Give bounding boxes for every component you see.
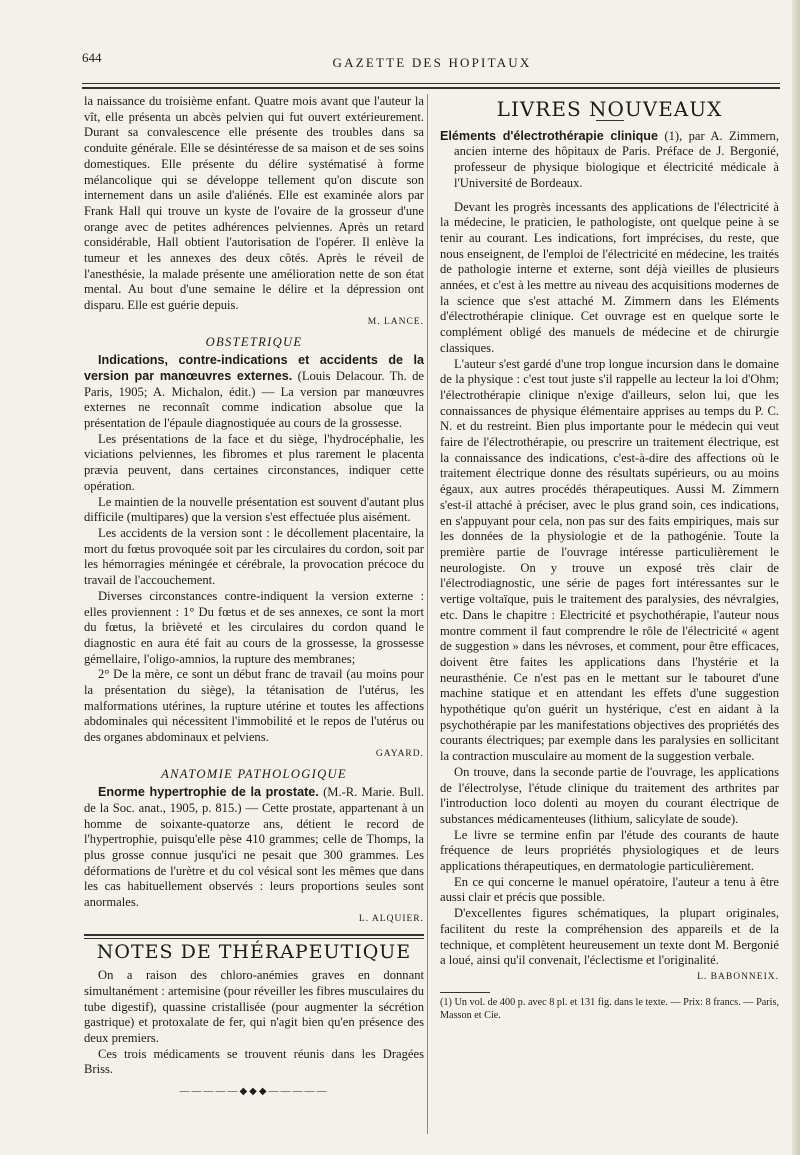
article-title: Enorme hypertrophie de la prostate. [98, 785, 319, 800]
paragraph: Le livre se termine enfin par l'étude des courants de haute fréquence de leurs propriétés physiologiques et de leurs applications thérapeutiques, en dermatologie particulièrement. [440, 827, 779, 874]
notes-heading: NOTES DE THÉRAPEUTIQUE [96, 940, 412, 963]
article-anatomie [84, 785, 424, 911]
paragraph: Les accidents de la version sont : le décollement placentaire, la mort du fœtus provoquée soit par les circulaires du cordon, soit par les hémorragies méningée et cérébrale, la provocation précoce du travail de l'accouchement. [84, 525, 424, 588]
paragraph: On a raison des chloro-anémies graves en donnant simultanément : artemisine (pour réveiller les fibres musculaires du tube digestif), quassine cristallisée (pour augmenter la sécrétion gastrique) et protoxalate de fer, qui n'agit bien qu'en présence des deux premiers. [84, 968, 424, 1046]
book-entry [440, 128, 779, 192]
page-edge-shadow [792, 0, 800, 1155]
livres-heading: LIVRES NOUVEAUX [496, 97, 723, 121]
book-title: Eléments d'électrothérapie clinique [440, 128, 659, 143]
left-column [84, 94, 424, 1100]
article-obstetrique [84, 353, 424, 432]
article-body: (M.-R. Marie. Bull. de la Soc. anat., 1905, p. 815.) — Cette prostate, appartenant à un homme de soixante-quatorze ans, détient le record de l'hypertrophie, puisqu'elle pèse 410 grammes; celle de Thomps, la plus grosse connue jusqu'ici ne pesait que 300 grammes. Les déformations de l'urètre et du col vésical sont les mêmes que dans les cas habituellement observés : leurs proportions seules sont anormales. [84, 785, 424, 910]
footnote: (1) Un vol. de 400 p. avec 8 pl. et 131 fig. dans le texte. — Prix: 8 francs. — Paris, Masson et Cie. [440, 996, 779, 1021]
paragraph: 2° De la mère, ce sont un début franc de travail (au moins pour la présentation du siège), la tétanisation de l'utérus, les malformations utérines, la rupture utérine et toutes les affections abdominales qui nécessitent l'immobilité et le repos de l'utérus ou des organes abdominaux et pelviens. [84, 667, 424, 745]
book-reference: (1), par A. Zimmern, ancien interne des hôpitaux de Paris. Préface de J. Bergonié, professeur de physique biologique et électricité médicale à l'Université de Bordeaux. [454, 128, 779, 190]
paragraph: Le maintien de la nouvelle présentation est souvent d'autant plus difficile (multipares) que la version s'est effectuée plus aisément. [84, 494, 424, 525]
paragraph: Diverses circonstances contre-indiquent la version externe : elles proviennent : 1° Du fœtus et de ses annexes, ce sont la mort du fœtus, la brièveté et les circulaires du cordon quand le diagnostic en aura été fait au cours de la grossesse, la grossesse gémellaire, l'oligo-amnios, la rupture des membranes; [84, 588, 424, 666]
paragraph: Devant les progrès incessants des applications de l'électricité à la médecine, le praticien, le pathologiste, ont quelque peine à se tenir au courant. Les indications, fort imprécises, du reste, que nous enseignent, de l'emploi de l'électricité en médecine, les traités de pathologie interne et externe, sont déjà vieilles de plusieurs années, et c'est à les mettre au niveau des acquisitions modernes de la science que s'est attaché M. Zimmern dans les Eléments d'électrothérapie clinique. Cet ouvrage est en quelque sorte le complément obligé des manuels de médecine et de chirurgie classiques. [440, 199, 779, 355]
article-reference: (Louis Delacour. Th. de Paris, 1905; A. Michalon, édit.) — La version par manœuvres externes ne reconnaît comme indication absolue que la présentation de l'épaule diagnostiquée au cours de la grossesse. [84, 368, 425, 431]
ornament-divider: —————◆◆◆————— [179, 1086, 329, 1098]
footnote-rule [440, 992, 490, 993]
paragraph: L'auteur s'est gardé d'une trop longue incursion dans le domaine de la physique : c'est tout juste s'il rappelle au lecteur la loi d'Ohm; l'électrothérapie clinique n'exige d'ailleurs, selon lui, que les connaissances de physique élémentaire apprises au temps du P. C. N. et du restreint. Bien plus importante pour le médecin qui veut faire de l'électrothérapie, ou prescrire un traitement électrique, est la connaissance des indications, c'est-à-dire des affections où le traitement électrique donne des résultats supérieurs, ou au moins égaux, aux autres procédés thérapeutiques. Aussi M. Zimmern s'est-il attaché à préciser, avec le plus grand soin, ces indications, en s'appuyant pour cela, non pas sur des faits empiriques, mais sur les données de la physiologie et de la pathogénie. Toute la première partie de l'ouvrage intéresse particulièrement le neurologiste. On y trouve un exposé très clair de l'électrodiagnostic, une série de pages fort intéressantes sur le vertige voltaïque, puis le traitement des paralysies, des névralgies, etc. Dans le chapitre : Electricité et psychothérapie, l'auteur nous montre comment il faut comprendre le rôle de l'électricité « agent de suggestion » dans les névroses, et comment, pour être efficaces, doivent être faites les applications dans l'hystérie et la neurasthénie. Ce n'est pas en le mettant sur le tabouret d'une machine statique et en attendant les effets d'une suggestion hypothétique qu'on guérit un hystérique, c'est en aidant à la psychothérapie par les manifestations objectives des propriétés des courants électriques; par exemple dans les paralysies en sollicitant la contraction musculaire au moment de la suggestion verbale. [440, 356, 779, 764]
page-number: 644 [82, 50, 102, 65]
header-rule [82, 83, 780, 84]
section-rule-thin [84, 938, 424, 939]
right-column [440, 94, 779, 1022]
author-signature: GAYARD. [375, 748, 424, 759]
author-signature: M. LANCE. [367, 316, 424, 327]
paragraph: Les présentations de la face et du siège, l'hydrocéphalie, les viciations pelviennes, les fibromes et plus rarement le placenta prævia peuvent, dans certaines circonstances, indiquer cette opération. [84, 431, 424, 493]
paragraph: Ces trois médicaments se trouvent réunis dans les Dragées Briss. [84, 1046, 424, 1077]
author-signature: L. ALQUIER. [358, 913, 424, 924]
author-signature: L. BABONNEIX. [697, 971, 779, 982]
paragraph: la naissance du troisième enfant. Quatre mois avant que l'auteur la vît, elle présenta un abcès pelvien qui fut ouvert extérieurement. Durant sa convalescence elle présente des troubles dans sa conduite générale. Elle se désintéresse de sa maison et de ses soins domestiques. Elle présente du délire systématisé à forme mélancolique qui se développe tellement qu'on discute son internement dans un asile d'aliénés. Elle est examinée alors par Frank Hall qui trouve un kyste de l'ovaire de la grosseur d'une orange avec de petites adhérences pelviennes. Après un retard considérable, Hall obtient l'autorisation de l'opérer. Il enlève la tumeur et les annexes des deux côtés. Après le réveil de l'anesthésie, la malade présente une amélioration nette de son état mental. Au bout d'une semaine le délire et la dépression ont disparu. Elle est guérie depuis. [84, 94, 424, 313]
header-rule-thick [82, 87, 780, 89]
page-header [82, 50, 782, 78]
section-title-obstetrique: OBSTETRIQUE [205, 334, 303, 349]
column-divider [427, 94, 428, 1134]
article-title: Indications, contre-indications et accidents de la version par manœuvres externes. [84, 353, 424, 383]
section-title-anatomie: ANATOMIE PATHOLOGIQUE [161, 766, 347, 781]
paragraph: On trouve, dans la seconde partie de l'ouvrage, les applications de l'électrolyse, l'étude clinique du traitement des arthrites par l'introduction loco dolenti au moyen du courant électrique de substances médicamenteuses (lithium, salicylate de soude). [440, 764, 779, 826]
paragraph: D'excellentes figures schématiques, la plupart originales, facilitent du reste la compréhension des appareils et de la technique, et complètent heureusement un texte dont M. Bergonié a loué, ainsi qu'il convenait, l'éclectisme et l'originalité. [440, 906, 779, 968]
section-rule [84, 934, 424, 936]
paragraph: En ce qui concerne le manuel opératoire, l'auteur a tenu à être aussi clair et précis que possible. [440, 874, 779, 905]
running-title: GAZETTE DES HOPITAUX [332, 55, 532, 70]
